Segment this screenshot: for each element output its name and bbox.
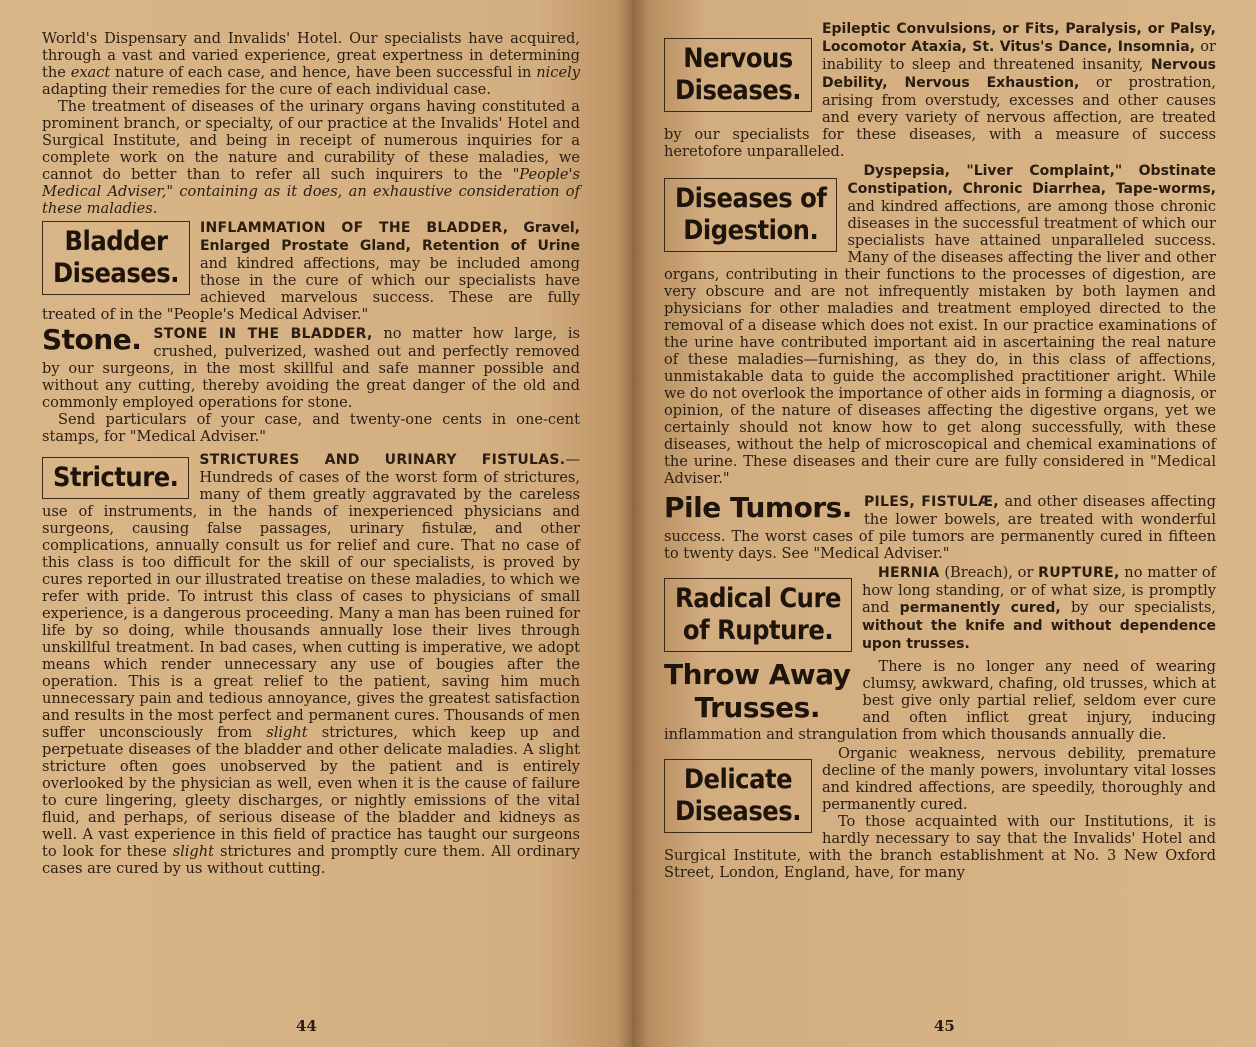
- text-run: (Breach), or: [944, 564, 1034, 581]
- text-run: strictures and promptly cure them. All ordinary cases are cured by us without cutting.: [42, 843, 581, 877]
- caps-run: RUPTURE,: [1038, 565, 1120, 581]
- text-run: by our specialists,: [1070, 599, 1217, 616]
- bold-run: Epileptic Convulsions, or Fits, Paralysis, or Palsy, Locomotor Ataxia, St. Vitus's Dance, Insomnia,: [821, 21, 1216, 55]
- stone-section: [42, 325, 580, 445]
- text-run: —Hundreds of cases of the worst form of strictures, many of them greatly aggravated by the careless use of instruments, in the hands of inexperienced physicians and surgeons, causing false passages, urinary fistulæ, and other complications, annually consult us for relief and cure. That no case of this class is too difficult for the skill of our specialists, is proved by cures reported in our illustrated treatise on these maladies, to which we refer with pride. To intrust this class of cases to physicians of small experience, is a dangerous proceeding. Many a man has been ruined for life by so doing, while thousands annually lose their lives through unskillful treatment. In bad cases, when cutting is imperative, we adopt means which render unnecessary any use of bougies after the operation. This is a great relief to the patient, saving him much unnecessary pain and tedious annoyance, gives the greatest satisfaction and results in the most perfect and permanent cures. Thousands of men suffer unconsciously from: [42, 451, 580, 741]
- bold-run: permanently cured,: [899, 600, 1061, 616]
- nervous-diseases-heading-box: [664, 38, 812, 112]
- trusses-section: [664, 658, 1216, 743]
- bold-run: Gravel, Enlarged Prostate Gland, Retention of Urine: [199, 220, 580, 254]
- text-run: adapting their remedies for the cure of each individual case.: [42, 81, 491, 98]
- right-page: [632, 0, 1256, 1047]
- text-run: or inability to sleep and threatened insanity,: [821, 38, 1216, 73]
- stricture-section: [42, 451, 580, 877]
- text-run: and kindred affections, may be included among those in the cure of which our specialists have achieved marvelous success. These are fully treated of in the "People's Medical Adviser.": [42, 255, 580, 323]
- heading-line: Stricture.: [53, 462, 179, 493]
- pile-tumors-heading: Pile Tumors.: [664, 491, 852, 524]
- italic-run: slight: [266, 724, 308, 741]
- nervous-section: [664, 20, 1216, 160]
- heading-line: Throw Away: [664, 658, 851, 691]
- heading-line: Delicate: [683, 764, 793, 795]
- italic-run: slight: [172, 843, 215, 860]
- italic-run: nicely: [536, 64, 581, 81]
- caps-run: HERNIA: [877, 565, 940, 581]
- caps-run: PILES, FISTULÆ,: [863, 494, 999, 510]
- intro-paragraph: [42, 30, 580, 98]
- text-run: The treatment of diseases of the urinary organs having constituted a prominent branch, or specialty, of our practice at the Invalids' Hotel and Surgical Institute, and being in receipt of numerous inquiries for a complete work on the nature and curability of these maladies, we cannot do better than to refer all such inquirers to the: [42, 98, 580, 183]
- pile-section: [664, 493, 1216, 562]
- heading-line: Diseases.: [53, 258, 179, 289]
- bladder-section: [42, 219, 580, 323]
- throw-away-trusses-heading: [664, 658, 851, 724]
- stone-heading: Stone.: [42, 323, 142, 356]
- heading-line: Trusses.: [694, 691, 820, 724]
- urinary-paragraph: [42, 98, 580, 217]
- text-run: strictures, which keep up and perpetuate diseases of the bladder and other delicate maladies. A slight stricture often goes unobserved by the patient and is entirely overlooked by the physician as well, even when it is the cause of failure to cure lingering, gleety discharges, or nightly emissions of the vital fluid, and perhaps, of serious disease of the bladder and kidneys as well. A vast experience in this field of practice has taught our surgeons to look for these: [42, 724, 581, 860]
- bold-run: without the knife and without dependence upon trusses.: [861, 618, 1216, 652]
- digestion-section: [664, 162, 1216, 487]
- heading-line: Diseases.: [675, 796, 801, 827]
- italic-run: "People's Medical Adviser," containing as it does, an exhaustive consideration of these maladies.: [42, 166, 581, 217]
- page-number: 44: [296, 1017, 317, 1035]
- heading-line: Radical Cure: [675, 583, 841, 614]
- stricture-heading-box: [42, 457, 189, 499]
- bold-run: Nervous Debility, Nervous Exhaustion,: [821, 57, 1217, 91]
- italic-run: exact: [70, 64, 111, 81]
- send-particulars-paragraph: Send particulars of your case, and twenty-one cents in one-cent stamps, for "Medical Adviser.": [42, 411, 580, 445]
- heading-line: Bladder: [64, 226, 168, 257]
- delicate-diseases-heading-box: [664, 759, 812, 833]
- text-run: and other diseases affecting the lower bowels, are treated with wonderful success. The worst cases of pile tumors are permanently cured in fifteen to twenty days. See "Medical Adviser.": [664, 493, 1217, 562]
- page-number: 45: [934, 1017, 955, 1035]
- text-run: and kindred affections, are among those chronic diseases in the successful treatment of which our specialists have attained unparalleled success. Many of the diseases affecting the liver and other organs, contributing in their functions to the processes of digestion, are very obscure and are not infrequently mistaken by both laymen and physicians for other maladies and treatment employed directed to the removal of a disease which does not exist. In our practice examinations of the urine have contributed important aid in ascertaining the real nature of these maladies—furnishing, as they do, in this class of affections, unmistakable data to guide the accomplished practitioner aright. While we do not overlook the importance of other aids in forming a diagnosis, or opinion, of the nature of diseases affecting the digestive organs, yet we certainly should not know how to get along successfully, with these diseases, without the help of microscopical and chemical examinations of the urine. These diseases and their cure are fully considered in "Medical Adviser.": [664, 198, 1216, 487]
- text-run: no matter how large, is crushed, pulverized, washed out and perfectly removed by our surgeons, in the most skillful and safe manner possible and without any cutting, thereby avoiding the great danger of the old and commonly employed operations for stone.: [42, 325, 580, 411]
- text-run: World's Dispensary and Invalids' Hotel. Our specialists have acquired, through a vast and varied experience, great expertness in determining the: [42, 30, 580, 81]
- heading-line: Diseases.: [675, 75, 801, 106]
- delicate-paragraph: Organic weakness, nervous debility, premature decline of the manly powers, involuntary vital losses and kindred affections, are speedily, thoroughly and permanently cured.: [821, 745, 1216, 813]
- caps-run: STONE IN THE BLADDER,: [153, 326, 373, 342]
- institutions-paragraph: To those acquainted with our Institutions, it is hardly necessary to say that the Invalids' Hotel and Surgical Institute, with the branch establishment at No. 3 New Oxford Street, London, England, have, for many: [664, 813, 1216, 881]
- stricture-paragraph: [42, 451, 580, 877]
- heading-line: Nervous: [683, 43, 793, 74]
- radical-cure-heading-box: [664, 578, 852, 652]
- bold-run: Dyspepsia, "Liver Complaint," Obstinate Constipation, Chronic Diarrhea, Tape-worms,: [847, 163, 1216, 197]
- delicate-section: [664, 745, 1216, 881]
- heading-line: Digestion.: [683, 215, 819, 246]
- trusses-paragraph: There is no longer any need of wearing clumsy, awkward, chafing, old trusses, which at best give only partial relief, seldom ever cure and often inflict great injury, inducing inflammation and strangulation from which thousands annually die.: [664, 658, 1216, 743]
- heading-line: Diseases of: [675, 183, 827, 214]
- caps-run: INFLAMMATION OF THE BLADDER,: [199, 220, 509, 236]
- text-run: or prostration, arising from overstudy, excesses and other causes and every variety of nervous affection, are treated by our specialists for these diseases, with a measure of success heretofore unparalleled.: [664, 74, 1216, 160]
- caps-run: STRICTURES AND URINARY FISTULAS.: [199, 452, 566, 468]
- heading-line: of Rupture.: [682, 615, 834, 646]
- text-run: no matter of how long standing, or of what size, is promptly and: [861, 564, 1217, 616]
- text-run: nature of each case, and hence, have been successful in: [115, 64, 532, 81]
- digestion-heading-box: [664, 178, 837, 252]
- bladder-diseases-heading-box: [42, 221, 190, 295]
- rupture-section: [664, 564, 1216, 656]
